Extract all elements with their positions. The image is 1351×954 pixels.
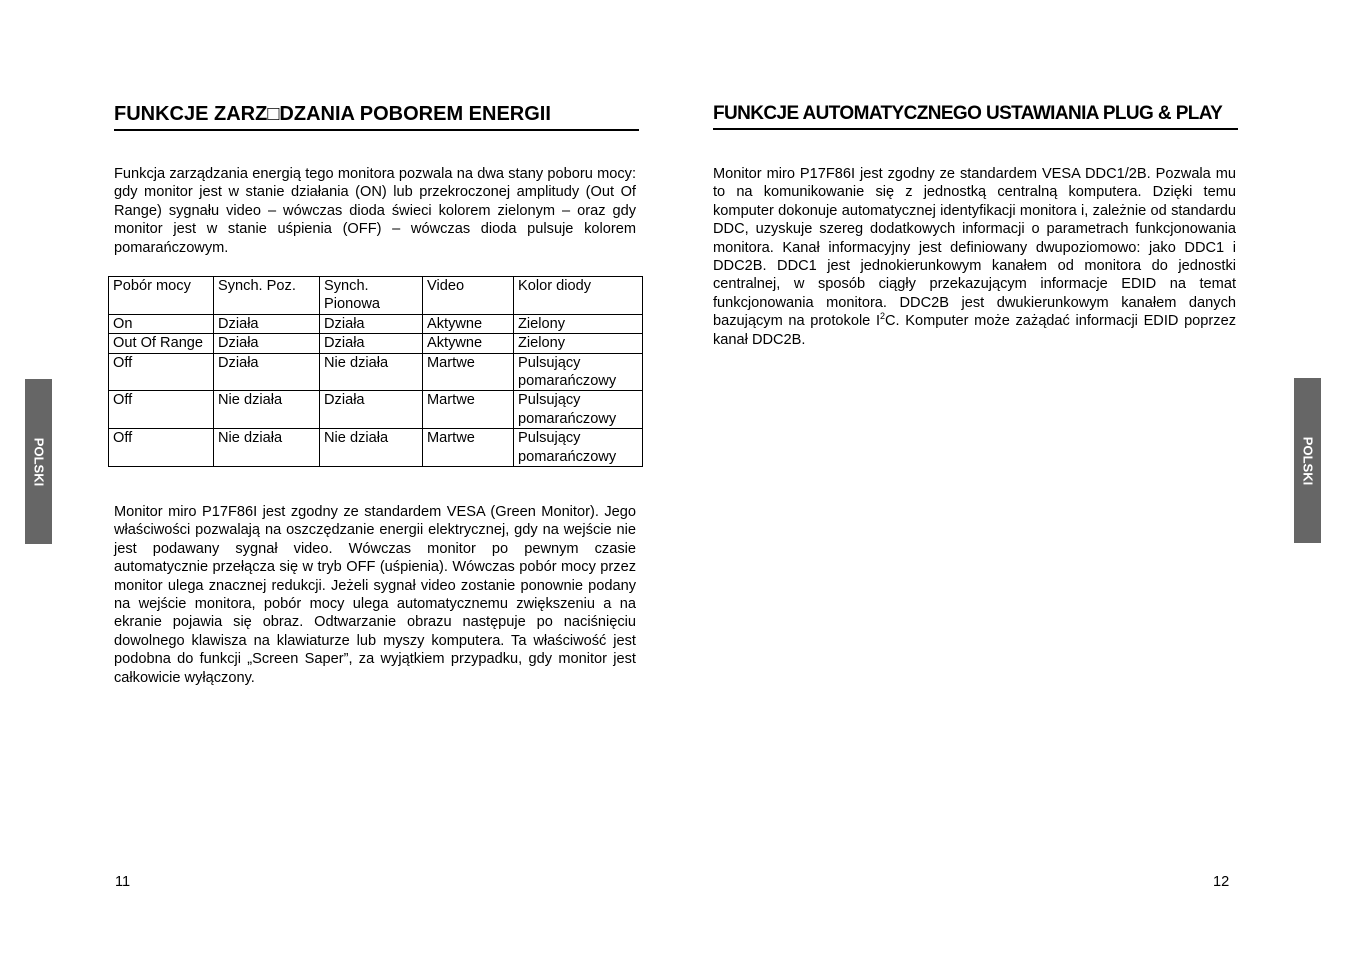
page-number-left: 11	[115, 874, 131, 890]
table-cell: Działa	[214, 353, 320, 391]
table-cell: Off	[109, 353, 214, 391]
table-cell: Nie działa	[214, 391, 320, 429]
table-cell: Martwe	[423, 353, 514, 391]
table-header-cell: Synch. Pionowa	[320, 277, 423, 315]
left-page-heading: FUNKCJE ZARZ□DZANIA POBOREM ENERGII	[114, 103, 639, 131]
table-cell: Działa	[214, 314, 320, 333]
language-side-tab-right	[1294, 378, 1321, 543]
plug-and-play-text-end: C. Komputer może zażądać informacji EDID poprzez kanał DDC2B.	[713, 313, 1236, 348]
table-row	[109, 334, 643, 353]
green-monitor-paragraph: Monitor miro P17F86I jest zgodny ze standardem VESA (Green Monitor). Jego właściwości pozwalają na oszczędzanie energii elektrycznej, gdy na wejście nie jest podawany sygnał video. Wówczas monitor po pewnym czasie automatycznie przełącza się w tryb OFF (uśpienia). Wówczas pobór mocy przez monitor ulega znacznej redukcji. Jeżeli sygnał video zostanie ponownie podany na wejście monitora, pobór mocy ulega automatycznemu zwiększeniu a na ekranie pojawia się obraz. Odtwarzanie obrazu następuje po naciśnięciu dowolnego klawisza na klawiaturze lub myszy komputera. Ta właściwość jest podobna do funkcji „Screen Saper”, za wyjątkiem przypadku, gdy monitor jest całkowicie wyłączony.	[114, 504, 636, 686]
plug-and-play-text: Monitor miro P17F86I jest zgodny ze standardem VESA DDC1/2B. Pozwala mu to na komunikowanie się z jednostką centralną komputera. Dzięki temu komputer dokonuje automatycznej identyfikacji monitora i, zależnie od standardu DDC, uzyskuje szereg dodatkowych informacji o parametrach funkcjonowania monitora. Kanał informacyjny jest definiowany dwupoziomowo: jako DDC1 i DDC2B. DDC1 jest jednokierunkowym kanałem od monitora do jednostki centralnej, w sposób ciągły przekazującym informacje EDID na temat funkcjonowania monitora. DDC2B jest dwukierunkowym kanałem danych bazującym na protokole I	[713, 166, 1236, 330]
language-side-tab-left	[25, 379, 52, 544]
side-tab-label: POLSKI	[1300, 436, 1315, 485]
table-header-cell: Synch. Poz.	[214, 277, 320, 315]
table-row	[109, 429, 643, 467]
power-intro-paragraph: Funkcja zarządzania energią tego monitora pozwala na dwa stany poboru mocy: gdy monitor jest w stanie działania (ON) lub przekroczonej amplitudy (Out Of Range) sygnału video – wówczas dioda świeci kolorem zielonym – oraz gdy monitor jest w stanie uśpienia (OFF) – wówczas dioda pulsuje kolorem pomarańczowym.	[114, 166, 636, 256]
power-modes-table	[108, 276, 643, 467]
right-page-heading: FUNKCJE AUTOMATYCZNEGO USTAWIANIA PLUG & PLAY	[713, 103, 1238, 130]
table-cell: Off	[109, 429, 214, 467]
table-row	[109, 314, 643, 333]
table-cell: Aktywne	[423, 314, 514, 333]
superscript-two: 2	[880, 311, 886, 322]
table-cell: Martwe	[423, 391, 514, 429]
table-cell: Nie działa	[320, 429, 423, 467]
table-row	[109, 353, 643, 391]
table-header-cell: Pobór mocy	[109, 277, 214, 315]
table-header-cell: Kolor diody	[514, 277, 643, 315]
page-number-right: 12	[1213, 874, 1230, 890]
table-header-cell: Video	[423, 277, 514, 315]
table-row	[109, 391, 643, 429]
table-cell: Działa	[320, 391, 423, 429]
table-cell: Pulsujący pomarańczowy	[514, 391, 643, 429]
table-cell: Out Of Range	[109, 334, 214, 353]
table-cell: On	[109, 314, 214, 333]
table-cell: Nie działa	[214, 429, 320, 467]
table-cell: Nie działa	[320, 353, 423, 391]
table-cell: Zielony	[514, 314, 643, 333]
table-cell: Działa	[320, 334, 423, 353]
plug-and-play-paragraph	[713, 165, 1236, 349]
table-cell: Off	[109, 391, 214, 429]
table-cell: Pulsujący pomarańczowy	[514, 429, 643, 467]
table-cell: Aktywne	[423, 334, 514, 353]
table-cell: Martwe	[423, 429, 514, 467]
table-cell: Zielony	[514, 334, 643, 353]
table-header-row	[109, 277, 643, 315]
table-cell: Pulsujący pomarańczowy	[514, 353, 643, 391]
table-cell: Działa	[214, 334, 320, 353]
side-tab-label: POLSKI	[31, 437, 46, 486]
table-cell: Działa	[320, 314, 423, 333]
